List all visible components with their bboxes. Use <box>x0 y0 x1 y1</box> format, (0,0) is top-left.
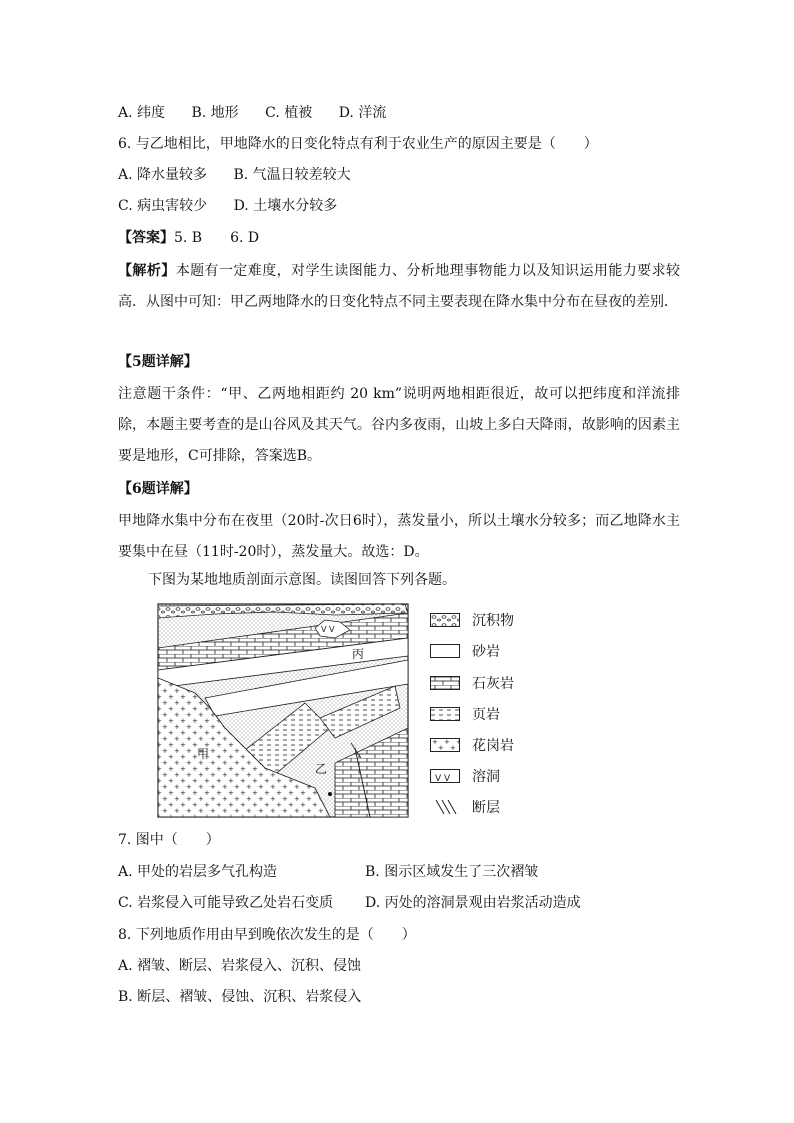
q8-option-a: A. 褶皱、断层、岩浆侵入、沉积、侵蚀 <box>118 958 362 974</box>
detail6-heading: 【6题详解】 <box>118 481 198 497</box>
q7-option-d: D. 丙处的溶洞景观由岩浆活动造成 <box>365 895 581 911</box>
q6-options-row2 <box>118 196 359 216</box>
granite-swatch-icon <box>430 738 460 752</box>
answer-label: 【答案】 <box>118 230 174 246</box>
q8-stem: 8. 下列地质作用由早到晚依次发生的是（ ） <box>118 927 416 943</box>
svg-text:V V: V V <box>321 625 335 634</box>
legend-shale: 页岩 <box>430 703 500 725</box>
legend-granite: 花岗岩 <box>430 734 514 756</box>
detail5-text: 注意题干条件：“甲、乙两地相距约 20 km”说明两地相距很近，故可以把纬度和洋流排除，本题主要考查的是山谷风及其天气。谷内多夜雨，山坡上多白天降雨，故影响的因素主要是地形，C可排除，答案选B。 <box>118 386 680 464</box>
legend-limestone: 石灰岩 <box>430 672 514 694</box>
q7-option-c: C. 岩浆侵入可能导致乙处岩石变质 <box>118 895 334 911</box>
shale-swatch-icon <box>430 707 460 721</box>
q6-option-d: D. 土壤水分较多 <box>233 198 338 214</box>
q7-option-b: B. 图示区域发生了三次褶皱 <box>365 864 539 880</box>
legend-sandstone: 砂岩 <box>430 640 500 662</box>
answer-line <box>118 228 259 248</box>
q6-stem: 6. 与乙地相比，甲地降水的日变化特点有利于农业生产的原因主要是（ ） <box>118 136 598 152</box>
legend-cave: V V 溶洞 <box>430 765 500 787</box>
answer-text: 5. B 6. D <box>174 230 260 246</box>
detail5-heading: 【5题详解】 <box>118 354 198 370</box>
detail6-text: 甲地降水集中分布在夜里（20时-次日6时），蒸发量小，所以土壤水分较多；而乙地降水主要集中在昼（11时-20时），蒸发量大。故选：D。 <box>118 513 680 560</box>
q6-options-row1 <box>118 165 373 185</box>
q5-option-d: D. 洋流 <box>338 105 387 121</box>
q7-stem: 7. 图中（ ） <box>118 832 220 848</box>
label-jia: 甲 <box>197 747 210 761</box>
sandstone-swatch-icon <box>430 644 460 658</box>
geologic-section-diagram <box>155 598 425 820</box>
fault-icon <box>430 798 460 816</box>
q5-option-b: B. 地形 <box>191 105 239 121</box>
q7-option-a: A. 甲处的岩层多气孔构造 <box>118 864 278 880</box>
legend-sediment: 沉积物 <box>430 609 514 631</box>
analysis-paragraph <box>118 256 680 318</box>
q5-option-c: C. 植被 <box>265 105 313 121</box>
label-yi: 乙 <box>315 762 328 776</box>
cave-swatch-icon <box>430 769 460 783</box>
q6-option-a: A. 降水量较多 <box>118 167 208 183</box>
svg-text:V V: V V <box>435 774 451 783</box>
analysis-text: 本题有一定难度，对学生读图能力、分析地理事物能力以及知识运用能力要求较高．从图中可知：甲乙两地降水的日变化特点不同主要表现在降水集中分布在昼夜的差别． <box>118 263 681 310</box>
analysis-label: 【解析】 <box>118 263 176 279</box>
q5-options <box>118 103 408 123</box>
label-bing: 丙 <box>352 647 365 661</box>
limestone-swatch-icon <box>430 676 460 690</box>
q5-option-a: A. 纬度 <box>118 105 166 121</box>
sediment-swatch-icon <box>430 613 460 627</box>
q6-option-c: C. 病虫害较少 <box>118 198 208 214</box>
figure-intro: 下图为某地地质剖面示意图。读图回答下列各题。 <box>148 572 456 588</box>
q6-option-b: B. 气温日较差较大 <box>233 167 351 183</box>
q8-option-b: B. 断层、褶皱、侵蚀、沉积、岩浆侵入 <box>118 989 362 1005</box>
legend-fault: 断层 <box>430 796 500 818</box>
